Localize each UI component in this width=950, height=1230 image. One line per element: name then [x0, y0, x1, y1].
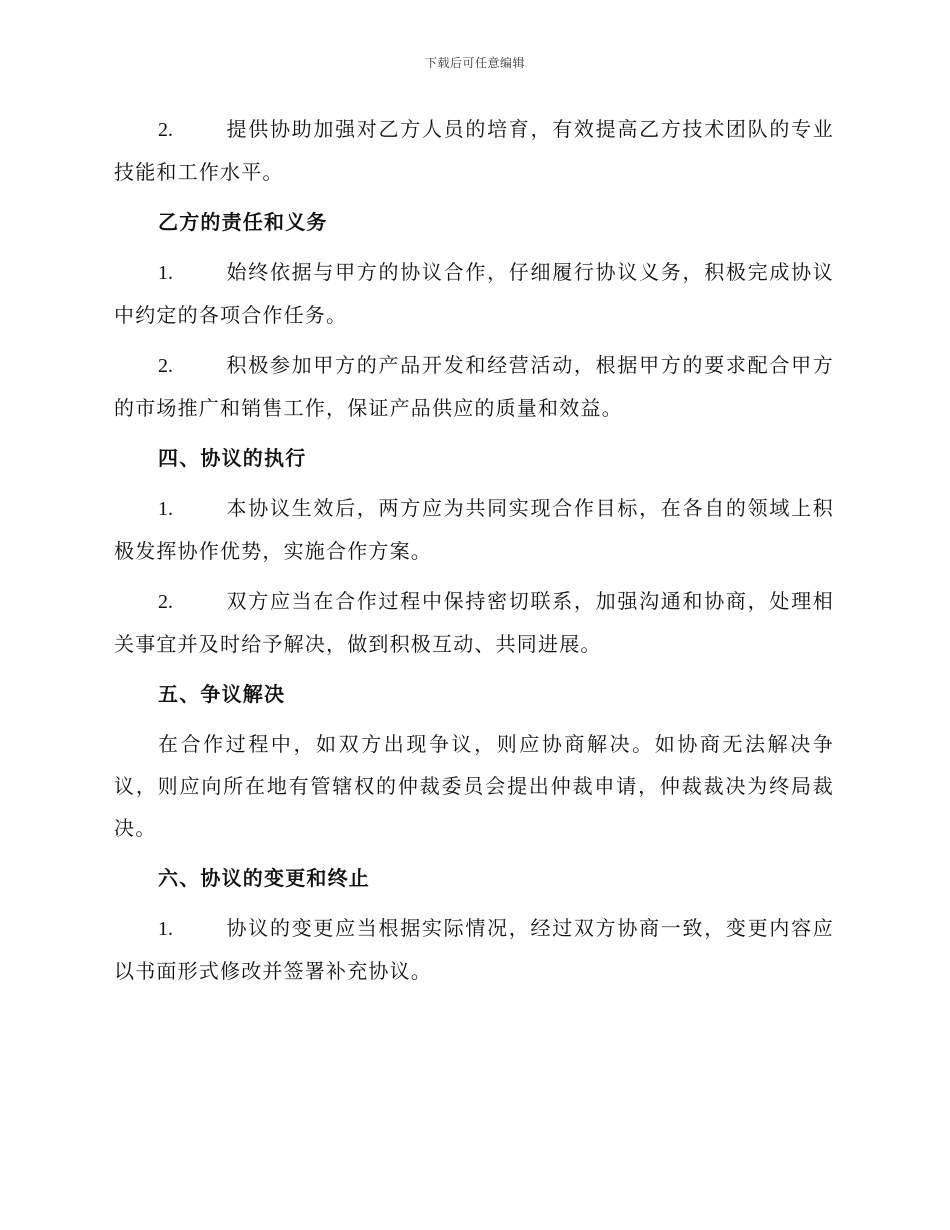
item-text: 提供协助加强对乙方人员的培育，有效提高乙方技术团队的专业技能和工作水平。 [114, 117, 834, 184]
paragraph-item [114, 251, 834, 336]
item-text: 积极参加甲方的产品开发和经营活动，根据甲方的要求配合甲方的市场推广和销售工作，保证产品供应的质量和效益。 [114, 353, 834, 420]
paragraph-item [114, 344, 834, 429]
section-heading: 五、争议解决 [158, 682, 286, 706]
item-text: 协议的变更应当根据实际情况，经过双方协商一致，变更内容应以书面形式修改并签署补充协议。 [114, 916, 834, 983]
item-number: 2. [158, 591, 173, 613]
item-number: 1. [158, 498, 173, 520]
item-text: 始终依据与甲方的协议合作，仔细履行协议义务，积极完成协议中约定的各项合作任务。 [114, 260, 834, 327]
section-heading: 六、协议的变更和终止 [158, 866, 370, 890]
paragraph-item [114, 487, 834, 572]
paragraph-item [114, 907, 834, 992]
item-number: 2. [158, 119, 173, 141]
paragraph-item [114, 108, 834, 193]
item-text: 本协议生效后，两方应为共同实现合作目标，在各自的领域上积极发挥协作优势，实施合作方案。 [114, 496, 834, 563]
item-number: 1. [158, 262, 173, 284]
item-number: 2. [158, 355, 173, 377]
paragraph-item [114, 580, 834, 665]
header-note: 下载后可任意编辑 [424, 56, 525, 70]
paragraph: 在合作过程中，如双方出现争议，则应协商解决。如协商无法解决争议，则应向所在地有管辖权的仲裁委员会提出仲裁申请，仲裁裁决为终局裁决。 [114, 732, 834, 840]
item-number: 1. [158, 918, 173, 940]
section-heading: 四、协议的执行 [158, 446, 307, 470]
document-body [114, 108, 834, 1000]
item-text: 双方应当在合作过程中保持密切联系，加强沟通和协商，处理相关事宜并及时给予解决，做到积极互动、共同进展。 [114, 589, 834, 656]
section-heading: 乙方的责任和义务 [158, 210, 328, 234]
